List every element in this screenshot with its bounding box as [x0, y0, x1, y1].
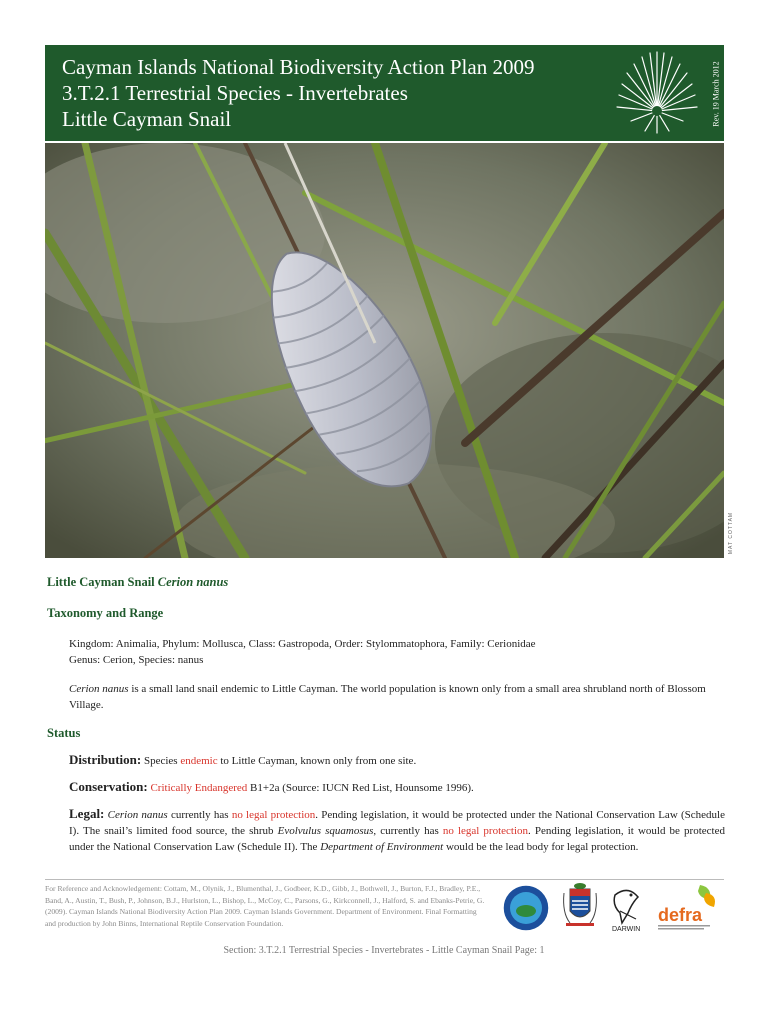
species-heading: Little Cayman Snail Cerion nanus	[47, 575, 229, 589]
biodiversity-logo-icon	[503, 885, 549, 931]
footer-divider	[45, 879, 724, 880]
title-line-3: Little Cayman Snail	[62, 107, 232, 131]
taxonomy-classification: Kingdom: Animalia, Phylum: Mollusca, Class: Gastropoda, Order: Stylommatophora, Family: Cerionidae Genus: Cerion, Species: nanus	[69, 638, 536, 666]
revision-date: Rev. 19 March 2012	[711, 61, 721, 127]
defra-logo-icon	[658, 885, 715, 930]
page-footer: Section: 3.T.2.1 Terrestrial Species - Invertebrates - Little Cayman Snail Page: 1	[223, 945, 545, 956]
taxonomy-heading: Taxonomy and Range	[47, 606, 164, 620]
title-line-1: Cayman Islands National Biodiversity Action Plan 2009	[62, 55, 535, 79]
legal-text: Legal: Cerion nanus currently has no legal protection. Pending legislation, it would be protected under the National Conservation Law (Schedule I). The snail’s limited food source, the shrub Evolvulus squamosus, currently has no legal protection. Pending legislation, it would be protected under the National Conservation Law (Schedule II). The Department of Environment would be the lead body for legal protection.	[69, 806, 725, 853]
title-line-2: 3.T.2.1 Terrestrial Species - Invertebrates	[62, 81, 408, 105]
cayman-government-crest-icon	[564, 883, 597, 926]
partner-logos	[500, 883, 724, 933]
sunburst-logo-icon	[615, 51, 699, 135]
snail-photo	[45, 143, 724, 558]
distribution-text: Distribution: Species endemic to Little Cayman, known only from one site.	[69, 752, 417, 767]
defra-logo-text: defra	[658, 905, 703, 925]
darwin-logo-text: DARWIN	[612, 926, 641, 933]
acknowledgement-text: For Reference and Acknowledgement: Cottam, M., Olynik, J., Blumenthal, J., Godbeer, K.D., Gibb, J., Bothwell, J., Burton, F.J., Bradley, P.E., Band, A., Austin, T., Bush, P., Johnson, B.J., Hurlston, L., Bishop, L., McCoy, C., Parsons, G., Kirkconnell, J., Halford, S. and Ebanks-Petrie, G. (2009). Cayman Islands National Biodiversity Action Plan 2009. Cayman Islands Government. Department of Environment. Final Formatting and production by John Binns, International Reptile Conservation Foundation.	[45, 884, 485, 928]
snail-photo-image	[45, 143, 724, 558]
range-description: Cerion nanus is a small land snail endemic to Little Cayman. The world population is known only from a small area shrubland north of Blossom Village.	[69, 683, 706, 711]
status-heading: Status	[47, 726, 81, 740]
header-banner	[45, 45, 724, 141]
document-title	[62, 54, 534, 132]
darwin-initiative-logo-icon	[612, 890, 640, 933]
conservation-text: Conservation: Critically Endangered B1+2a (Source: IUCN Red List, Hounsome 1996).	[69, 779, 474, 794]
photo-credit: MAT COTTAM	[728, 511, 734, 554]
partner-logos-graphic	[500, 883, 724, 933]
